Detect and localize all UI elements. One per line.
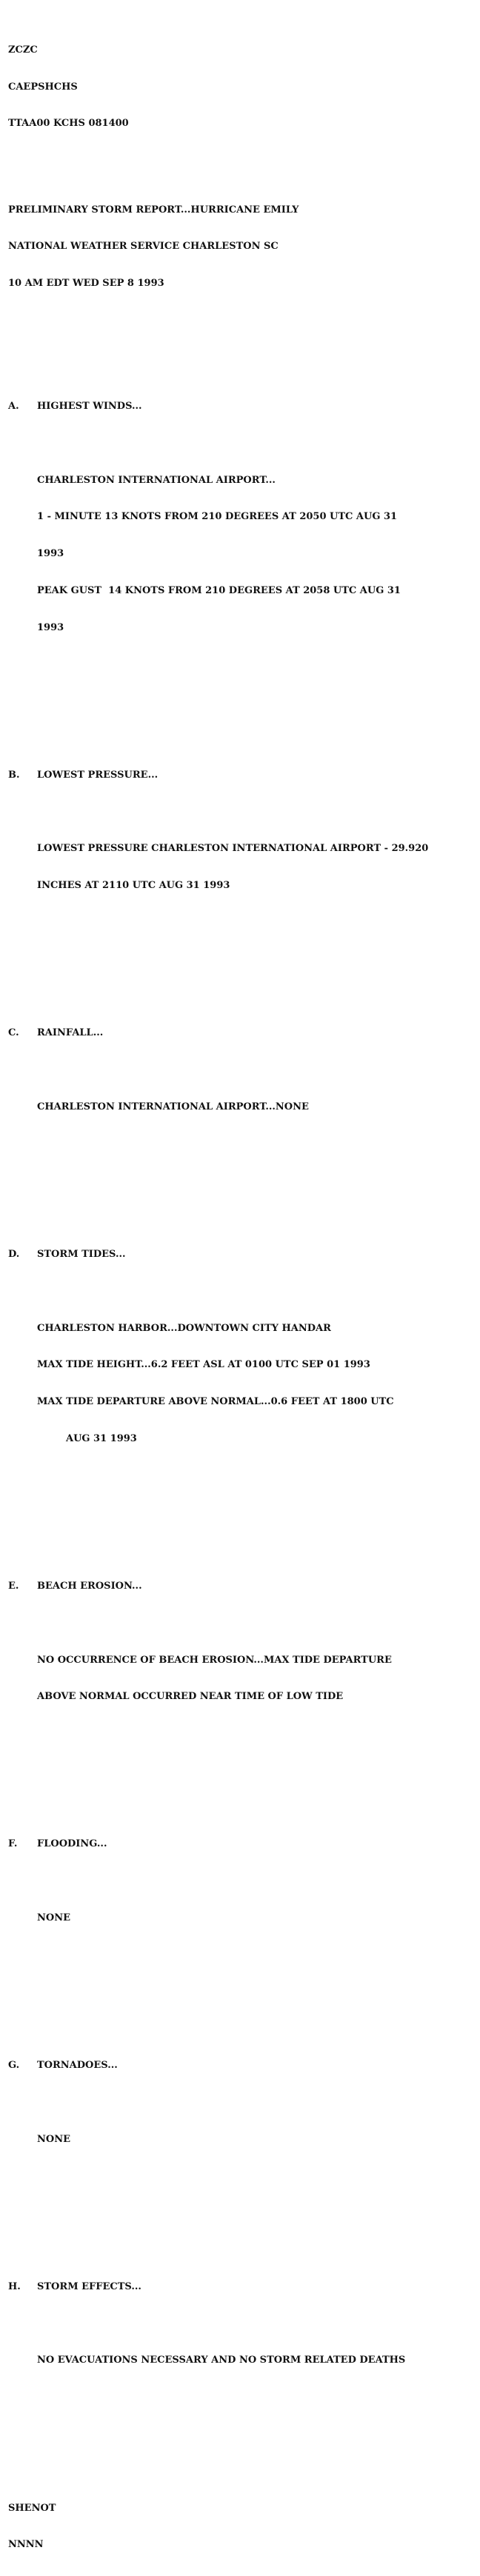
spacer: [8, 684, 475, 696]
section-title: TORNADOES...: [37, 2060, 118, 2072]
header-line-3: TTAA00 KCHS 081400: [8, 118, 129, 130]
section-line: ABOVE NORMAL OCCURRED NEAR TIME OF LOW TIDE: [37, 1691, 344, 1703]
section-heading: [8, 401, 475, 413]
section-line: 1993: [37, 621, 64, 633]
section-heading: [8, 2060, 475, 2072]
spacer: [8, 807, 475, 819]
report-title: PRELIMINARY STORM REPORT...HURRICANE EMILY: [8, 204, 299, 216]
section-line: CHARLESTON INTERNATIONAL AIRPORT...NONE: [37, 1101, 309, 1112]
section-line: NO OCCURRENCE OF BEACH EROSION...MAX TIDE DEPARTURE: [37, 1654, 392, 1666]
section-heading: [8, 1249, 475, 1261]
section-line: LOWEST PRESSURE CHARLESTON INTERNATIONAL AIRPORT - 29.920: [37, 843, 429, 855]
section-letter: B.: [8, 769, 20, 781]
spacer: [8, 1875, 475, 1888]
report-date: 10 AM EDT WED SEP 8 1993: [8, 278, 164, 290]
spacer: [8, 2195, 475, 2208]
section-line: NONE: [37, 1912, 70, 1924]
section-title: LOWEST PRESSURE...: [37, 769, 159, 781]
section-letter: A.: [8, 401, 19, 412]
section-title: STORM TIDES...: [37, 1248, 126, 1260]
footer-line-1: SHENOT: [8, 2502, 56, 2514]
section-letter: E.: [8, 1581, 19, 1592]
section-heading: [8, 1581, 475, 1593]
section-line: 1993: [37, 548, 64, 560]
section-line: NONE: [37, 2133, 70, 2145]
section-line: 1 - MINUTE 13 KNOTS FROM 210 DEGREES AT 2050 UTC AUG 31: [37, 511, 398, 523]
section-title: BEACH EROSION...: [37, 1581, 142, 1592]
section-title: HIGHEST WINDS...: [37, 401, 142, 412]
section-line: INCHES AT 2110 UTC AUG 31 1993: [37, 880, 230, 892]
spacer: [8, 2318, 475, 2331]
spacer: [8, 941, 475, 954]
spacer: [8, 1752, 475, 1765]
footer-line-2: NNNN: [8, 2539, 44, 2551]
section-highest-winds: [8, 376, 475, 659]
section-rainfall: [8, 1003, 475, 1138]
spacer: [8, 1974, 475, 1986]
section-line: MAX TIDE HEIGHT...6.2 FEET ASL AT 0100 UTC SEP 01 1993: [37, 1359, 370, 1371]
spacer: [8, 2453, 475, 2466]
section-flooding: [8, 1814, 475, 1949]
section-heading: [8, 770, 475, 782]
spacer: [8, 1495, 475, 1507]
spacer: [8, 1618, 475, 1630]
section-heading: [8, 2281, 475, 2294]
section-tornadoes: [8, 2035, 475, 2171]
section-title: FLOODING...: [37, 1838, 107, 1850]
spacer: [8, 438, 475, 450]
section-line-continuation: AUG 31 1993: [66, 1432, 137, 1444]
section-heading: [8, 1838, 475, 1851]
header-line-2: CAEPSHCHS: [8, 81, 78, 93]
section-line: PEAK GUST 14 KNOTS FROM 210 DEGREES AT 2058 UTC AUG 31: [37, 584, 401, 596]
section-letter: H.: [8, 2280, 21, 2292]
section-letter: F.: [8, 1838, 18, 1850]
section-line: CHARLESTON INTERNATIONAL AIRPORT...: [37, 474, 276, 486]
spacer: [8, 2097, 475, 2109]
spacer: [8, 1064, 475, 1077]
section-storm-effects: [8, 2257, 475, 2392]
spacer: [8, 315, 475, 327]
section-line: CHARLESTON HARBOR...DOWNTOWN CITY HANDAR: [37, 1322, 331, 1334]
section-lowest-pressure: [8, 745, 475, 917]
section-letter: D.: [8, 1248, 20, 1260]
section-letter: G.: [8, 2060, 20, 2072]
spacer: [8, 155, 475, 167]
section-title: RAINFALL...: [37, 1027, 104, 1039]
section-title: STORM EFFECTS...: [37, 2280, 141, 2292]
section-heading: [8, 1027, 475, 1040]
section-line: MAX TIDE DEPARTURE ABOVE NORMAL...0.6 FEET AT 1800 UTC: [37, 1396, 394, 1408]
section-line: NO EVACUATIONS NECESSARY AND NO STORM RELATED DEATHS: [37, 2355, 406, 2366]
section-letter: C.: [8, 1027, 19, 1039]
spacer: [8, 1286, 475, 1298]
storm-report-document: [8, 7, 475, 2576]
spacer: [8, 2416, 475, 2429]
header-line-1: ZCZC: [8, 44, 38, 56]
spacer: [8, 1163, 475, 1175]
section-storm-tides: [8, 1224, 475, 1470]
section-beach-erosion: [8, 1556, 475, 1728]
report-office: NATIONAL WEATHER SERVICE CHARLESTON SC: [8, 241, 279, 253]
